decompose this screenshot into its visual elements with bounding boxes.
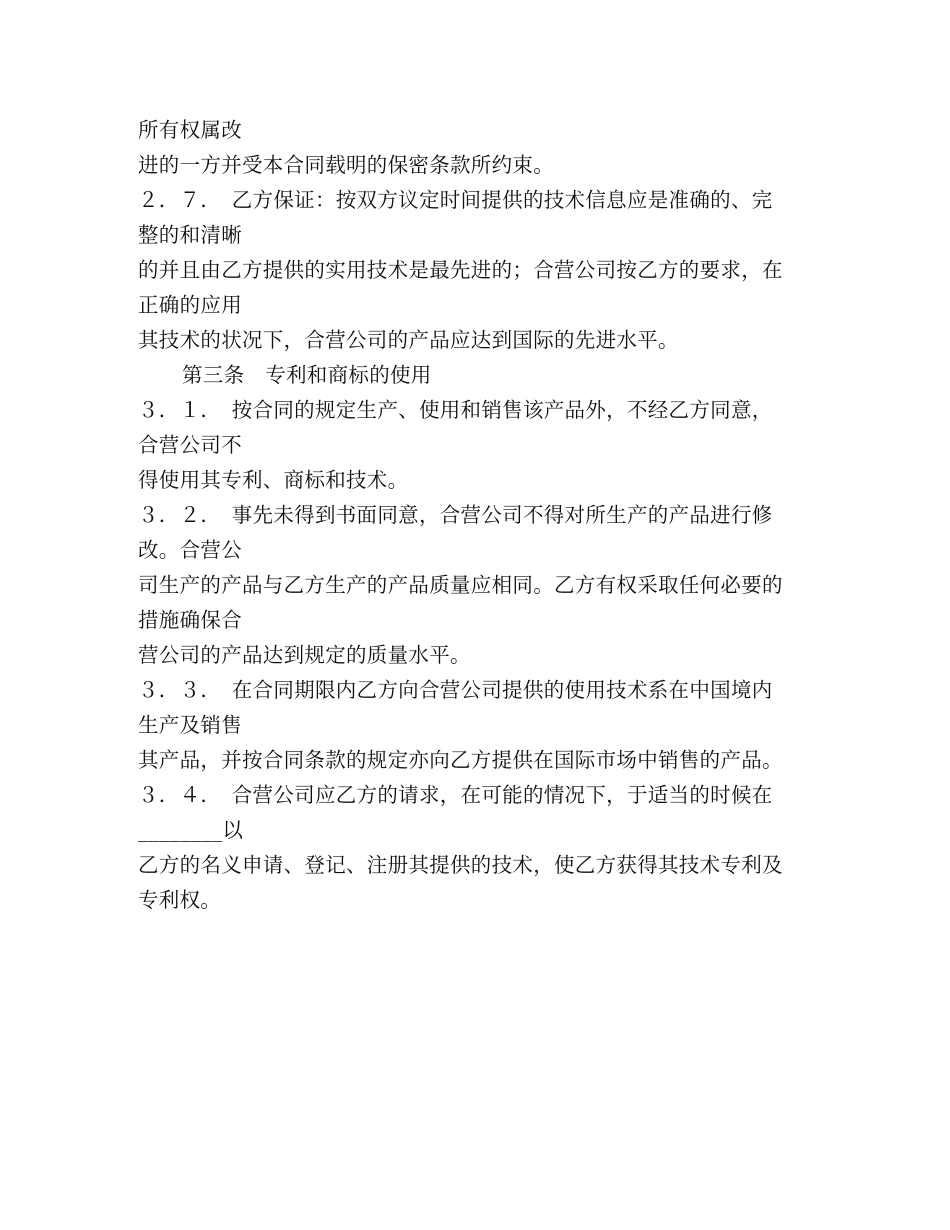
document-body: [138, 113, 828, 918]
text-line: 其产品，并按合同条款的规定亦向乙方提供在国际市场中销售的产品。: [138, 748, 783, 772]
text-line: 其技术的状况下，合营公司的产品应达到国际的先进水平。: [138, 328, 679, 352]
text-line: 进的一方并受本合同载明的保密条款所约束。: [138, 153, 554, 177]
text-line: 司生产的产品与乙方生产的产品质量应相同。乙方有权采取任何必要的: [138, 573, 783, 597]
text-line: 正确的应用: [138, 293, 242, 317]
clause-3-2-line: ３．２． 事先未得到书面同意，合营公司不得对所生产的产品进行修: [138, 503, 773, 527]
text-line: 的并且由乙方提供的实用技术是最先进的；合营公司按乙方的要求，在: [138, 258, 783, 282]
text-line: 乙方的名义申请、登记、注册其提供的技术，使乙方获得其技术专利及: [138, 853, 783, 877]
text-line: 合营公司不: [138, 433, 242, 457]
clause-3-4-line: ３．４． 合营公司应乙方的请求，在可能的情况下，于适当的时候在: [138, 783, 773, 807]
text-line: 改。合营公: [138, 538, 242, 562]
text-line: 整的和清晰: [138, 223, 242, 247]
clause-2-7-line: ２．７． 乙方保证：按双方议定时间提供的技术信息应是准确的、完: [138, 188, 773, 212]
text-line: 营公司的产品达到规定的质量水平。: [138, 643, 471, 667]
text-line: 得使用其专利、商标和技术。: [138, 468, 409, 492]
clause-3-1-line: ３．１． 按合同的规定生产、使用和销售该产品外，不经乙方同意，: [138, 398, 773, 422]
text-line: 生产及销售: [138, 713, 242, 737]
text-line: 专利权。: [138, 888, 222, 912]
text-line: 措施确保合: [138, 608, 242, 632]
blank-field-line: ________以: [138, 818, 244, 842]
clause-3-3-line: ３．３． 在合同期限内乙方向合营公司提供的使用技术系在中国境内: [138, 678, 773, 702]
text-line: 所有权属改: [138, 118, 242, 142]
article-3-heading: 第三条 专利和商标的使用: [182, 363, 432, 387]
